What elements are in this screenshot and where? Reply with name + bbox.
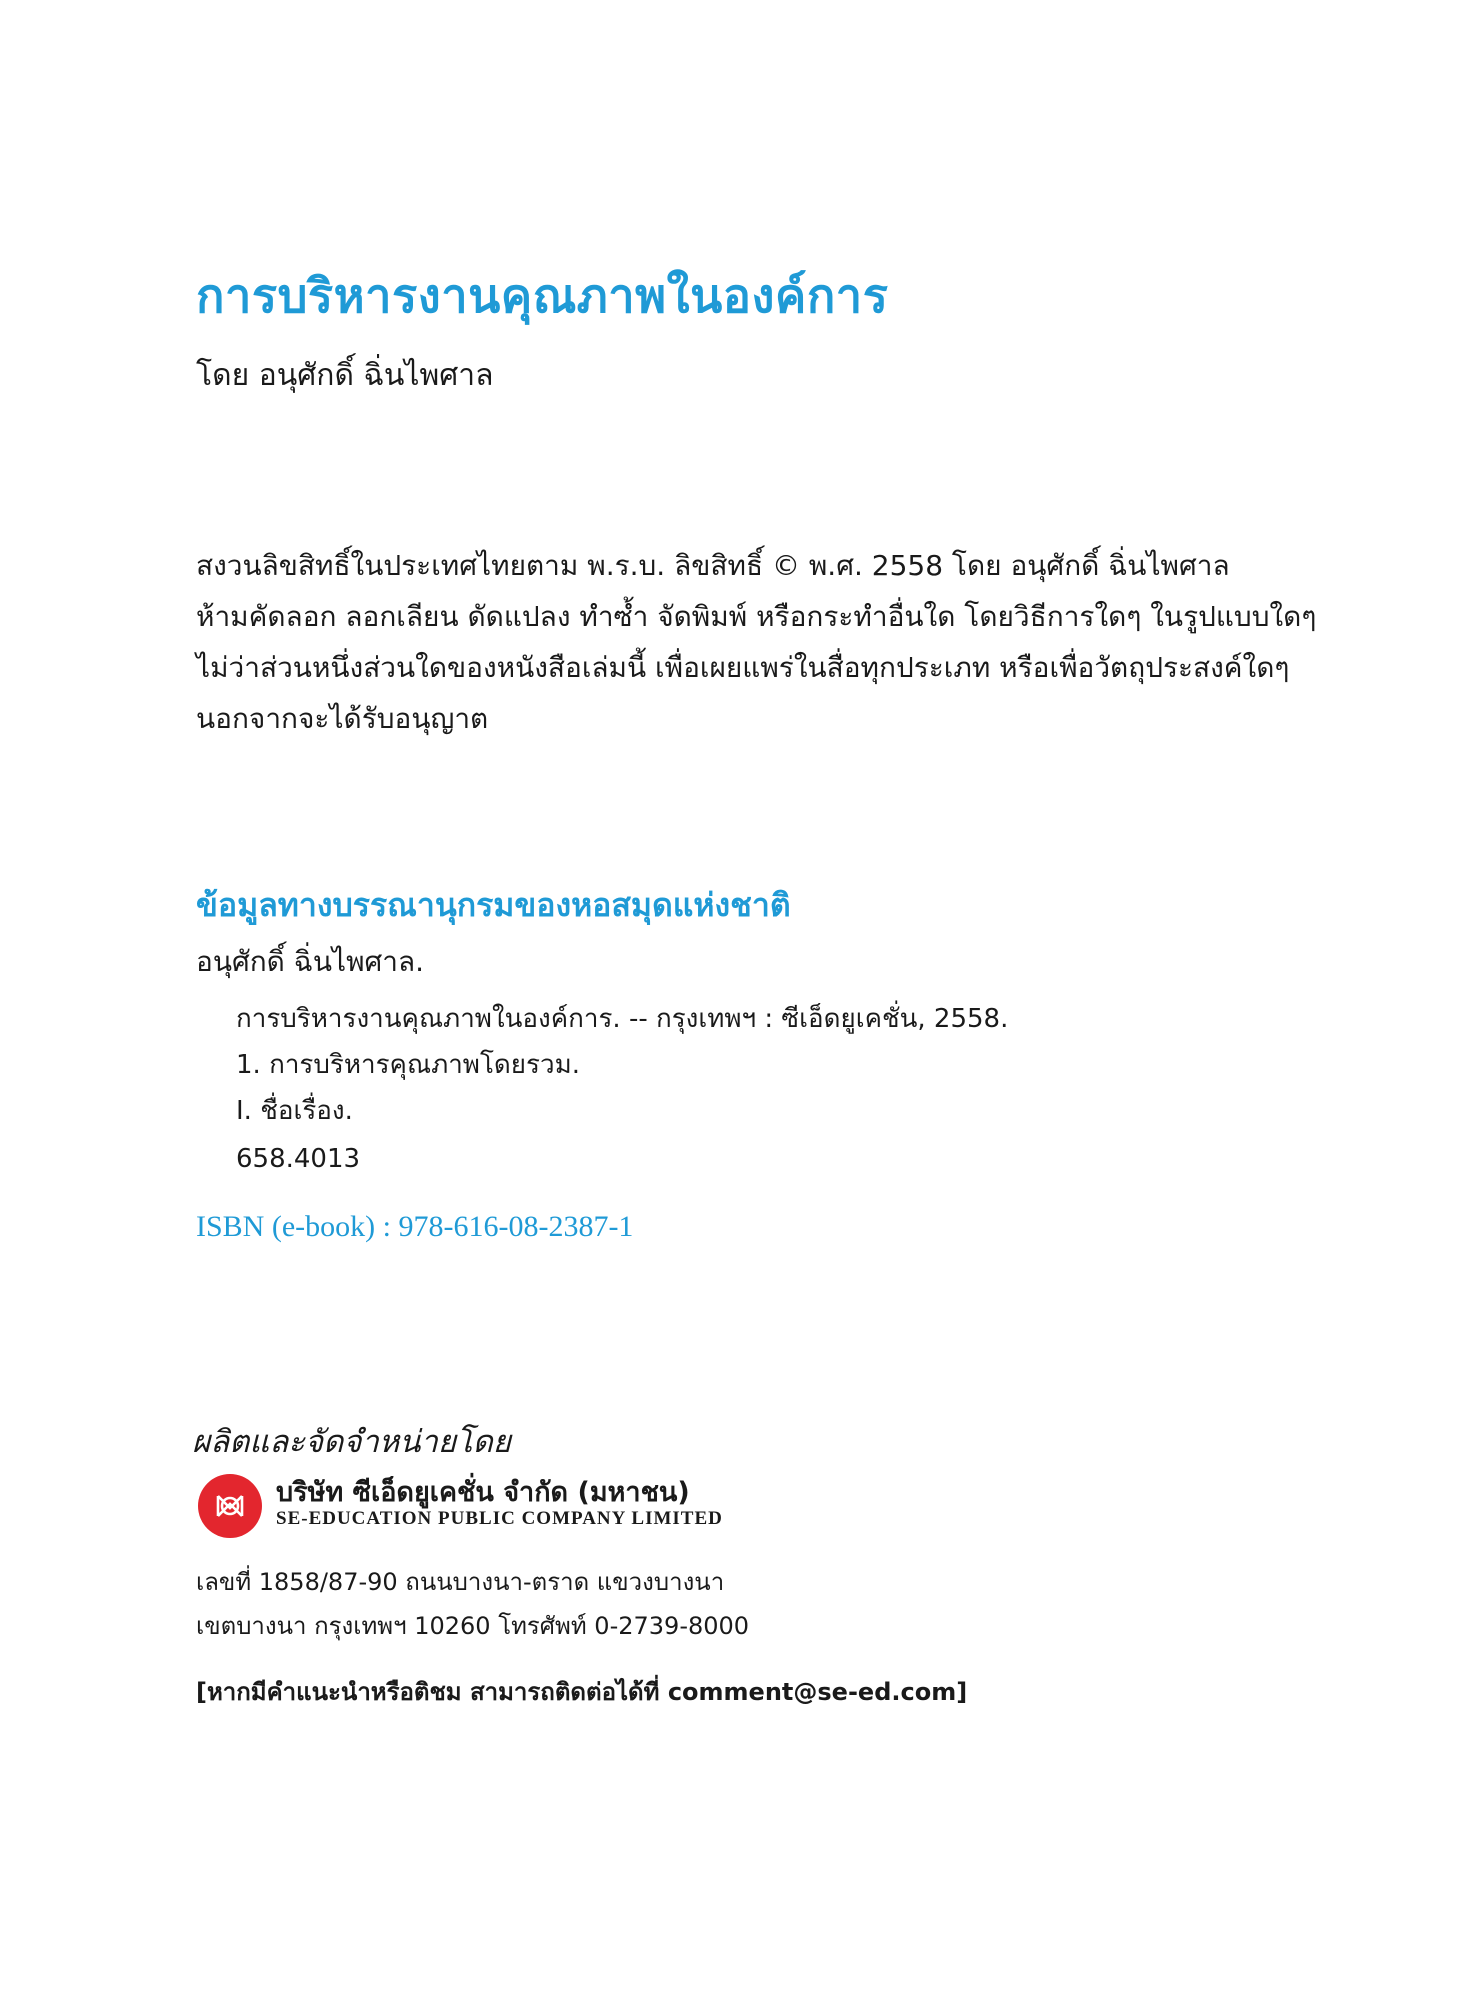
- se-ed-logo-icon: [198, 1474, 262, 1538]
- cip-heading: ข้อมูลทางบรรณานุกรมของหอสมุดแห่งชาติ: [196, 886, 791, 924]
- book-title: การบริหารงานคุณภาพในองค์การ: [196, 269, 889, 324]
- cip-classification: 658.4013: [236, 1144, 361, 1174]
- copyright-notice: [196, 540, 1316, 744]
- isbn: ISBN (e-book) : 978-616-08-2387-1: [196, 1210, 634, 1243]
- cip-author: อนุศักดิ์ ฉิ่นไพศาล.: [196, 945, 425, 978]
- publisher-name-th: บริษัท ซีเอ็ดยูเคชั่น จำกัด (มหาชน): [276, 1477, 690, 1508]
- publisher-address: [196, 1560, 749, 1648]
- book-byline: โดย อนุศักดิ์ ฉิ่นไพศาล: [196, 358, 494, 393]
- contact-note: [หากมีคำแนะนำหรือติชม สามารถติดต่อได้ที่ comment@se-ed.com]: [196, 1678, 968, 1706]
- address-line: เขตบางนา กรุงเทพฯ 10260 โทรศัพท์ 0-2739-8000: [196, 1612, 750, 1640]
- produced-by-label: ผลิตและจัดจำหน่ายโดย: [192, 1424, 511, 1460]
- copyright-line: ห้ามคัดลอก ลอกเลียน ดัดแปลง ทำซ้ำ จัดพิมพ์ หรือกระทำอื่นใด โดยวิธีการใดๆ ในรูปแบบใดๆ: [196, 600, 1317, 633]
- publisher-name-en: SE-EDUCATION PUBLIC COMPANY LIMITED: [276, 1508, 723, 1529]
- copyright-line: นอกจากจะได้รับอนุญาต: [196, 702, 489, 735]
- cip-imprint: การบริหารงานคุณภาพในองค์การ. -- กรุงเทพฯ : ซีเอ็ดยูเคชั่น, 2558.: [236, 1004, 1009, 1034]
- copyright-line: ไม่ว่าส่วนหนึ่งส่วนใดของหนังสือเล่มนี้ เพื่อเผยแพร่ในสื่อทุกประเภท หรือเพื่อวัตถุประสงค์ใดๆ: [196, 651, 1290, 684]
- cip-title-entry: I. ชื่อเรื่อง.: [236, 1096, 353, 1126]
- cip-subject: 1. การบริหารคุณภาพโดยรวม.: [236, 1050, 580, 1080]
- address-line: เลขที่ 1858/87-90 ถนนบางนา-ตราด แขวงบางนา: [196, 1568, 725, 1596]
- copyright-line: สงวนลิขสิทธิ์ในประเทศไทยตาม พ.ร.บ. ลิขสิทธิ์ © พ.ศ. 2558 โดย อนุศักดิ์ ฉิ่นไพศาล: [196, 549, 1230, 582]
